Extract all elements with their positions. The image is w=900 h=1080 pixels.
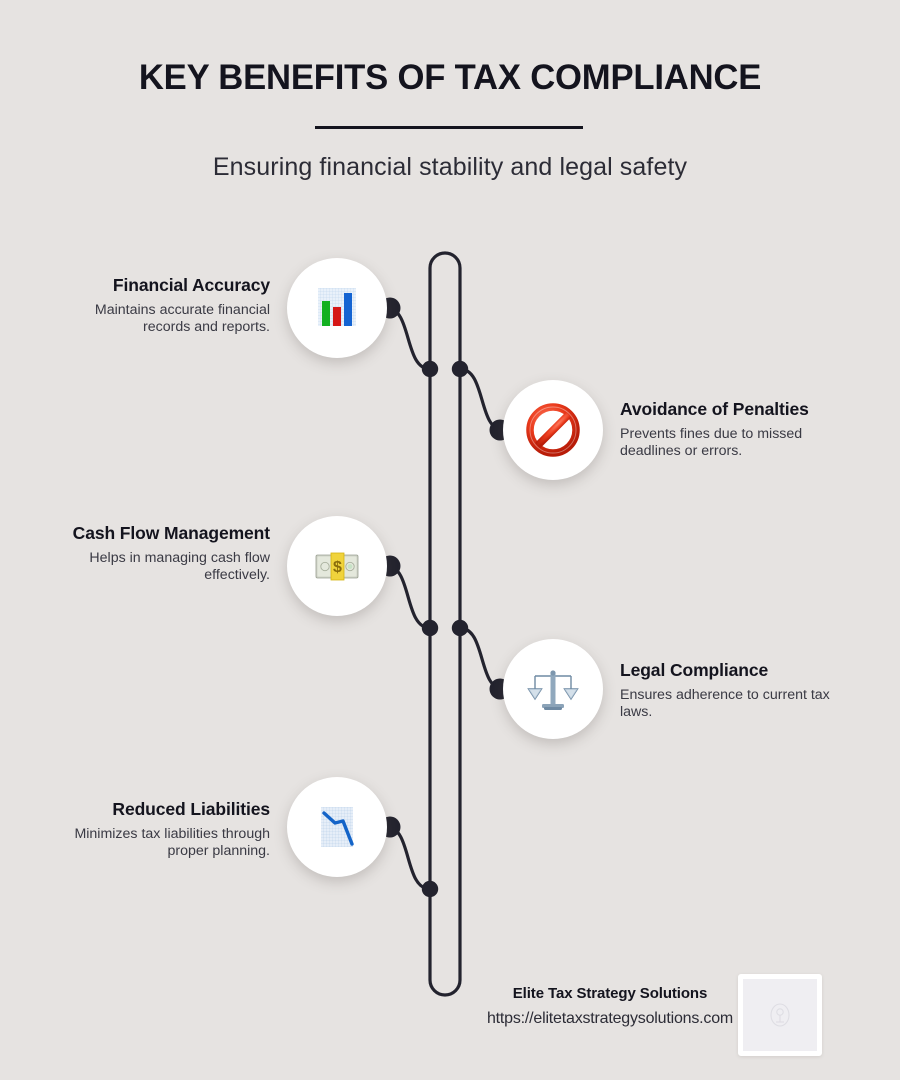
benefit-heading: Reduced Liabilities — [112, 799, 270, 819]
spine-junction-dot — [422, 361, 438, 377]
placeholder-image-icon — [767, 1000, 793, 1030]
spine-junction-dot — [422, 620, 438, 636]
benefit-text-3 — [55, 524, 270, 585]
benefit-node-3[interactable] — [287, 516, 387, 616]
benefit-text-5 — [55, 800, 270, 861]
spine-junction-dot — [452, 620, 468, 636]
svg-text:$: $ — [333, 559, 342, 576]
benefit-text-1 — [55, 276, 270, 337]
brand-url[interactable]: https://elitetaxstrategysolutions.com — [486, 1010, 734, 1027]
brand-name: Elite Tax Strategy Solutions — [512, 985, 708, 1002]
spine-junction-dot — [422, 881, 438, 897]
page-title: KEY BENEFITS OF TAX COMPLIANCE — [138, 58, 762, 97]
benefit-body: Prevents fines due to missed deadlines or errors. — [620, 425, 803, 460]
logo-placeholder — [738, 974, 822, 1056]
prohibited-sign-icon — [526, 403, 580, 457]
benefit-heading: Cash Flow Management — [72, 523, 270, 543]
benefit-node-2[interactable] — [503, 380, 603, 480]
benefit-text-2 — [620, 400, 842, 461]
benefit-node-5[interactable] — [287, 777, 387, 877]
benefit-node-1[interactable] — [287, 258, 387, 358]
benefit-body: Ensures adherence to current tax laws. — [620, 686, 830, 721]
benefit-text-4 — [620, 661, 842, 722]
page-subtitle: Ensuring financial stability and legal safety — [212, 153, 688, 181]
benefit-heading: Legal Compliance — [620, 660, 769, 680]
benefit-node-4[interactable] — [503, 639, 603, 739]
title-divider — [315, 126, 583, 129]
bar-chart-icon — [311, 282, 363, 334]
banknotes-icon — [311, 540, 363, 592]
spine-junction-dot — [452, 361, 468, 377]
benefit-heading: Financial Accuracy — [112, 275, 270, 295]
benefit-body: Minimizes tax liabilities through proper planning. — [74, 825, 270, 860]
chart-decreasing-icon — [311, 801, 363, 853]
benefit-heading: Avoidance of Penalties — [620, 399, 809, 419]
benefit-body: Maintains accurate financial records and reports. — [94, 301, 270, 336]
balance-scale-icon — [527, 663, 579, 715]
benefit-body: Helps in managing cash flow effectively. — [89, 549, 270, 584]
